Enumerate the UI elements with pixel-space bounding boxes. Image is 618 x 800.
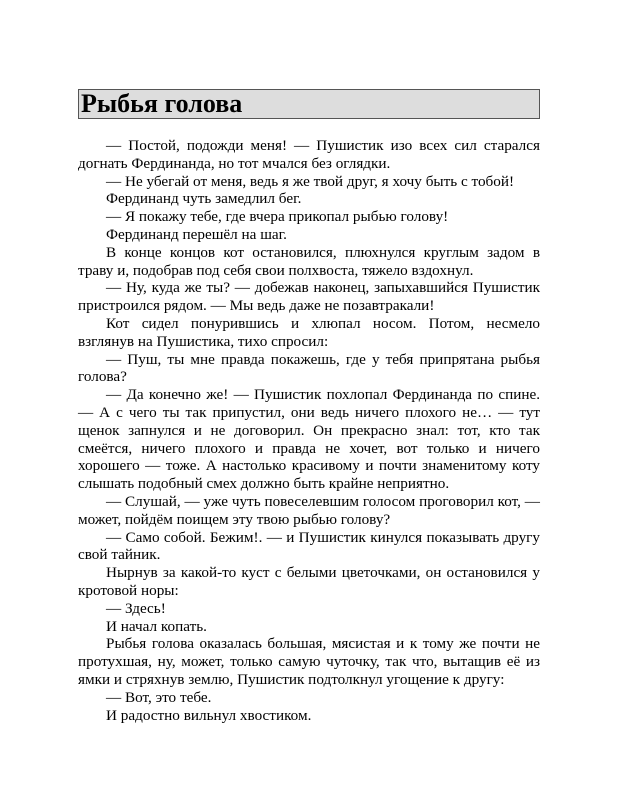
paragraph: — Да конечно же! — Пушистик похлопал Фердинанда по спине. — А с чего ты так припустил, они ведь ничего плохого не… — тут щенок запнулся и не договорил. Он прекрасно знал: тот, кто так смеётся, ничего плохого и правда не хочет, вот только и ничего хорошего — тоже. А настолько красивому и почти знаменитому коту слышать подобный смех должно быть крайне неприятно. xyxy=(78,386,540,493)
paragraph: — Слушай, — уже чуть повеселевшим голосом проговорил кот, — может, пойдём поищем эту твою рыбью голову? xyxy=(78,492,540,528)
paragraph: — Вот, это тебе. xyxy=(106,688,212,706)
paragraph: — Здесь! xyxy=(106,599,166,617)
paragraph: — Ну, куда же ты? — добежав наконец, запыхавшийся Пушистик пристроился рядом. — Мы ведь даже не позавтракали! xyxy=(78,279,540,315)
paragraph: — Постой, подожди меня! — Пушистик изо всех сил старался догнать Фердинанда, но тот мчался без оглядки. xyxy=(78,137,540,172)
paragraph: Кот сидел понурившись и хлюпал носом. Потом, несмело взглянув на Пушистика, тихо спросил: xyxy=(78,314,540,350)
paragraph: — Не убегай от меня, ведь я же твой друг, я хочу быть с тобой! xyxy=(106,172,515,190)
paragraph: Рыбья голова оказалась большая, мясистая и к тому же почти не протухшая, ну, может, только самую чуточку, так что, вытащив её из ямки и стряхнув землю, Пушистик подтолкнул угощение к другу: xyxy=(78,635,540,688)
paragraph: — Само собой. Бежим!. — и Пушистик кинулся показывать другу свой тайник. xyxy=(78,528,540,564)
story-text xyxy=(78,137,540,724)
paragraph: — Я покажу тебе, где вчера прикопал рыбью голову! xyxy=(106,208,449,226)
paragraph: Нырнув за какой-то куст с белыми цветочками, он остановился у кротовой норы: xyxy=(78,564,540,599)
paragraph: Фердинанд чуть замедлил бег. xyxy=(106,190,302,208)
paragraph: Фердинанд перешёл на шаг. xyxy=(106,225,287,243)
paragraph: И начал копать. xyxy=(106,617,207,635)
paragraph: В конце концов кот остановился, плюхнулся круглым задом в траву и, подобрав под себя свои полхвоста, тяжело вздохнул. xyxy=(78,243,540,279)
paragraph: И радостно вильнул хвостиком. xyxy=(106,706,312,724)
chapter-heading-box xyxy=(78,89,540,119)
chapter-title: Рыбья голова xyxy=(81,89,243,118)
paragraph: — Пуш, ты мне правда покажешь, где у тебя припрятана рыбья голова? xyxy=(78,350,540,386)
